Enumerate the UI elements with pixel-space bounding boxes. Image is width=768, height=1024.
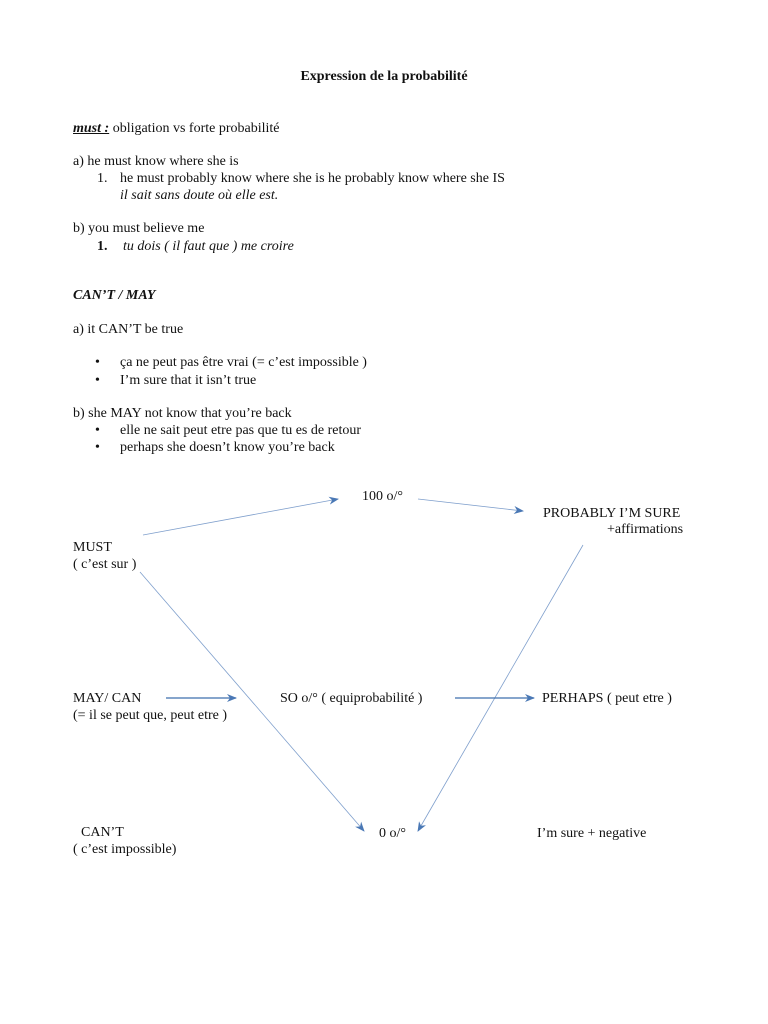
may-bullet-1: elle ne sait peut etre pas que tu es de retour — [120, 423, 362, 438]
may-example-b: b) she MAY not know that you’re back — [73, 406, 292, 421]
bullet-icon: • — [95, 355, 100, 370]
bullet-icon: • — [95, 440, 100, 455]
diagram-may-can-sub: (= il se peut que, peut etre ) — [73, 708, 228, 723]
arrow-probably-to-0 — [418, 545, 583, 831]
arrow-100-to-probably — [418, 499, 523, 511]
diagram-perhaps: PERHAPS ( peut etre ) — [542, 691, 672, 706]
diagram-0-percent: 0 o/° — [379, 826, 406, 841]
diagram-affirmations: +affirmations — [607, 522, 684, 537]
cant-bullet-2: I’m sure that it isn’t true — [120, 373, 257, 388]
must-keyword: must : — [73, 121, 110, 136]
cant-bullet-1: ça ne peut pas être vrai (= c’est impossible ) — [120, 355, 367, 370]
must-example-b-number: 1. — [97, 239, 108, 254]
must-description: obligation vs forte probabilité — [109, 121, 280, 136]
must-example-a-item: he must probably know where she is he probably know where she IS — [120, 171, 505, 186]
diagram-must-sub: ( c’est sur ) — [73, 557, 137, 572]
diagram-100-percent: 100 o/° — [362, 489, 403, 504]
must-example-a-number: 1. — [97, 171, 108, 186]
diagram-may-can: MAY/ CAN — [73, 691, 142, 706]
diagram-probably-sure: PROBABLY I’M SURE — [543, 506, 681, 521]
must-example-b: b) you must believe me — [73, 221, 205, 236]
arrow-must-to-100 — [143, 499, 338, 535]
diagram-so-percent: SO o/° ( equiprobabilité ) — [280, 691, 423, 706]
may-bullet-2: perhaps she doesn’t know you’re back — [120, 440, 335, 455]
page-title: Expression de la probabilité — [300, 69, 468, 84]
bullet-icon: • — [95, 373, 100, 388]
must-example-b-french: tu dois ( il faut que ) me croire — [123, 239, 294, 254]
must-example-a: a) he must know where she is — [73, 154, 239, 169]
diagram-must: MUST — [73, 540, 112, 555]
cant-may-heading: CAN’T / MAY — [73, 288, 156, 303]
bullet-icon: • — [95, 423, 100, 438]
diagram-sure-negative: I’m sure + negative — [537, 826, 647, 841]
cant-example-a: a) it CAN’T be true — [73, 322, 184, 337]
must-example-a-french: il sait sans doute où elle est. — [120, 188, 279, 203]
diagram-cant-sub: ( c’est impossible) — [73, 842, 177, 857]
diagram-cant: CAN’T — [81, 825, 124, 840]
